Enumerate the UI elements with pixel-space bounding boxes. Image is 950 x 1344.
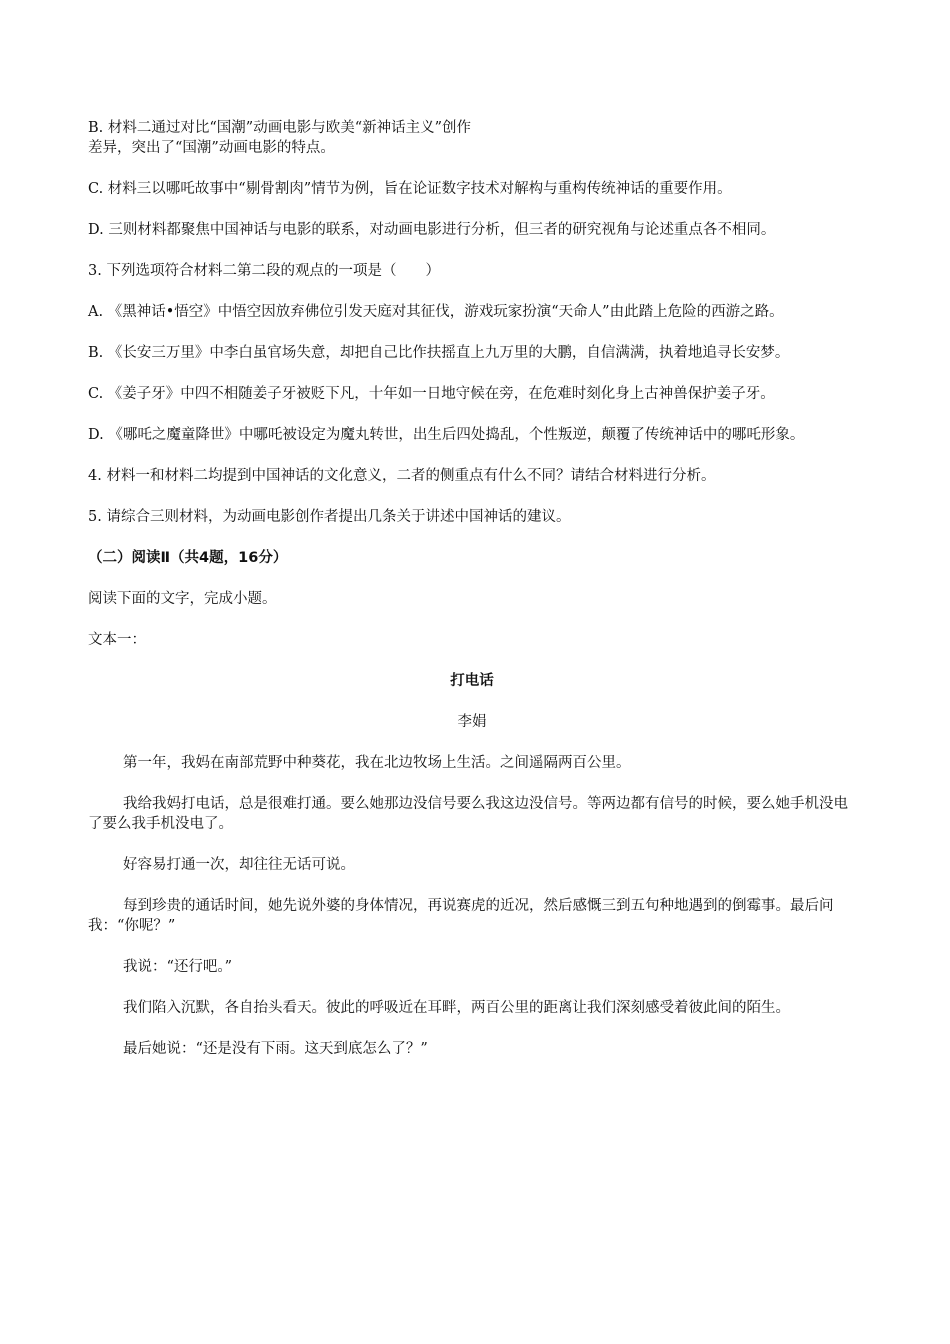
story-paragraph: 每到珍贵的通话时间，她先说外婆的身体情况，再说赛虎的近况，然后感慨三到五句种地遇到的倒霉事。最后问我：“你呢？” <box>88 898 834 934</box>
q2-option-b <box>88 118 856 158</box>
q2-option-b-line2: 差异，突出了“国潮”动画电影的特点。 <box>88 140 335 156</box>
q2-option-d: D. 三则材料都聚焦中国神话与电影的联系，对动画电影进行分析，但三者的研究视角与论述重点各不相同。 <box>88 222 776 238</box>
q3-stem: 3. 下列选项符合材料二第二段的观点的一项是（ ） <box>88 263 440 279</box>
text-label: 文本一： <box>88 632 146 648</box>
q3-option-d: D. 《哪吒之魔童降世》中哪吒被设定为魔丸转世，出生后四处捣乱，个性叛逆，颠覆了传统神话中的哪吒形象。 <box>88 427 805 443</box>
q4-text: 4. 材料一和材料二均提到中国神话的文化意义，二者的侧重点有什么不同？请结合材料进行分析。 <box>88 468 716 484</box>
story-title: 打电话 <box>450 673 494 689</box>
document-page <box>88 118 856 1080</box>
q3-option-a: A. 《黑神话•悟空》中悟空因放弃佛位引发天庭对其征伐，游戏玩家扮演“天命人”由此踏上危险的西游之路。 <box>88 304 784 320</box>
q5-text: 5. 请综合三则材料，为动画电影创作者提出几条关于讲述中国神话的建议。 <box>88 509 571 525</box>
instruction: 阅读下面的文字，完成小题。 <box>88 591 277 607</box>
story-paragraph: 最后她说：“还是没有下雨。这天到底怎么了？” <box>123 1041 428 1057</box>
q3-option-c: C. 《姜子牙》中四不相随姜子牙被贬下凡，十年如一日地守候在旁，在危难时刻化身上古神兽保护姜子牙。 <box>88 386 775 402</box>
q2-option-c: C. 材料三以哪吒故事中“剔骨割肉”情节为例，旨在论证数字技术对解构与重构传统神话的重要作用。 <box>88 181 732 197</box>
story-paragraph: 我给我妈打电话，总是很难打通。要么她那边没信号要么我这边没信号。等两边都有信号的时候，要么她手机没电了要么我手机没电了。 <box>88 796 848 832</box>
section-heading: （二）阅读Ⅱ（共4题，16分） <box>88 550 288 566</box>
story-paragraph: 好容易打通一次，却往往无话可说。 <box>123 857 355 873</box>
story-author: 李娟 <box>457 714 487 730</box>
story-paragraph: 我们陷入沉默，各自抬头看天。彼此的呼吸近在耳畔，两百公里的距离让我们深刻感受着彼此间的陌生。 <box>123 1000 790 1016</box>
story-paragraph: 第一年，我妈在南部荒野中种葵花，我在北边牧场上生活。之间遥隔两百公里。 <box>123 755 631 771</box>
story-paragraph: 我说：“还行吧。” <box>123 959 233 975</box>
q2-option-b-line1: B. 材料二通过对比“国潮”动画电影与欧美“新神话主义”创作 <box>88 120 472 136</box>
q3-option-b: B. 《长安三万里》中李白虽官场失意，却把自己比作扶摇直上九万里的大鹏，自信满满，执着地追寻长安梦。 <box>88 345 790 361</box>
